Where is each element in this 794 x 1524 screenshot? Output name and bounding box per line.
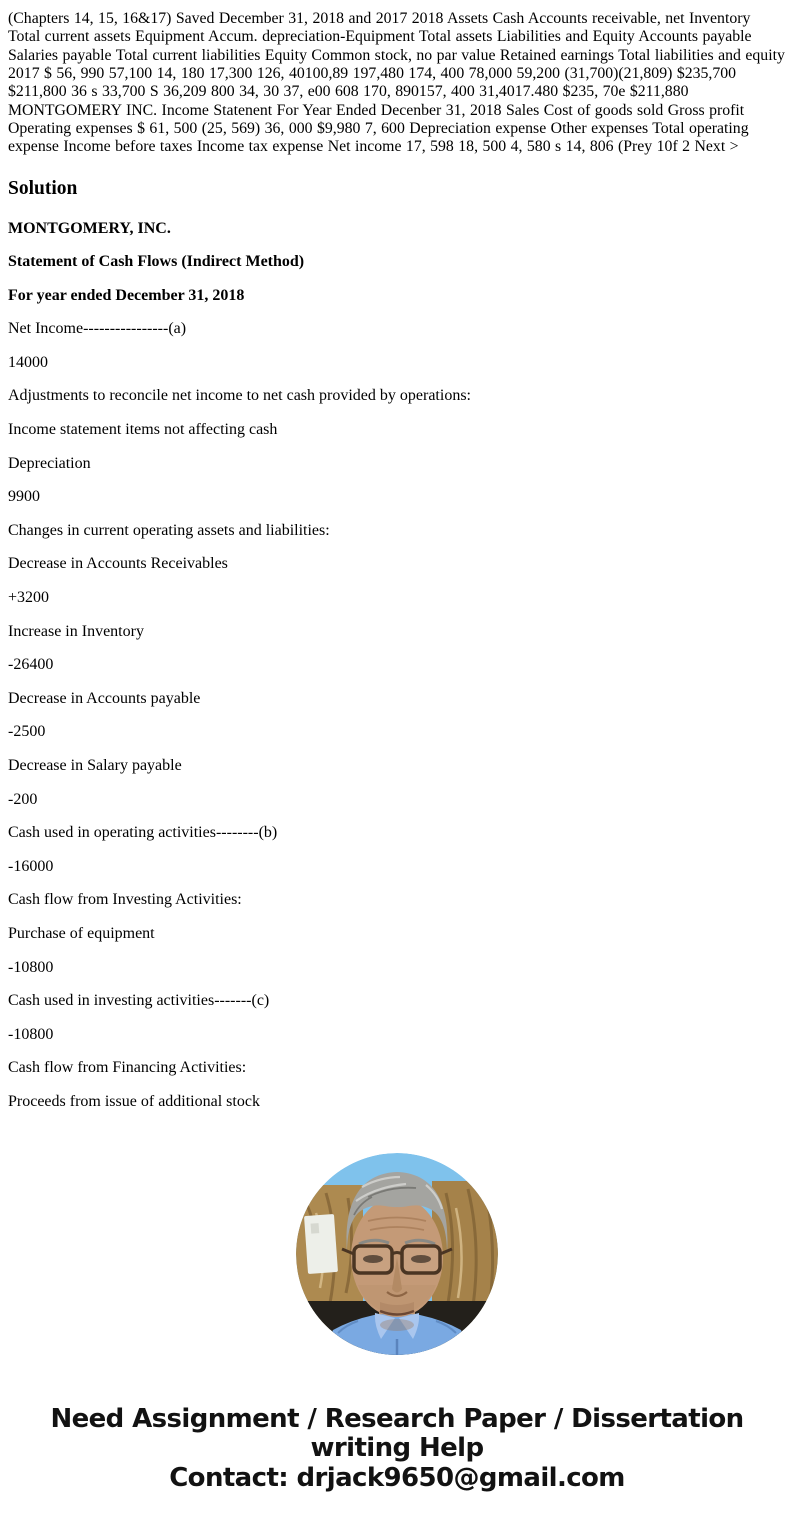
solution-line-net-income: Net Income----------------(a) bbox=[8, 320, 187, 338]
solution-line: Decrease in Accounts payable bbox=[8, 689, 201, 707]
solution-value: -10800 bbox=[8, 958, 54, 976]
solution-value: 14000 bbox=[8, 353, 48, 371]
question-text: (Chapters 14, 15, 16&17) Saved December 31, 2018 and 2017 2018 Assets Cash Accounts receivable, net Inventory Total current assets Equipment Accum. depreciation-Equipment Total assets Liabilities and Equity Accounts payable Salaries payable Total current liabilities Equity Common stock, no par value Retained earnings Total liabilities and equity 2017 $ 56, 990 57,100 14, 180 17,300 126, 40100,89 197,480 174, 400 78,000 59,200 (31,700)(21,809) $235,700 $211,800 36 s 33,700 S 36,209 800 34, 30 37, e00 608 170, 890157, 400 31,4017.480 $235, 70e $211,880 MONTGOMERY INC. Income Statenent For Year Ended Decenber 31, 2018 Sales Cost of goods sold Gross profit Operating expenses $ 61, 500 (25, 569) 36, 000 $9,980 7, 600 Depreciation expense Other expenses Total operating expense Income before taxes Income tax expense Net income 17, 598 18, 500 4, 580 s 14, 806 (Prey 10f 2 Next > bbox=[8, 10, 785, 156]
solution-line: Income statement items not affecting cash bbox=[8, 421, 278, 439]
solution-value: -26400 bbox=[8, 656, 54, 674]
footer-contact-email: Contact: drjack9650@gmail.com bbox=[169, 1463, 625, 1494]
footer-banner bbox=[27, 1405, 767, 1495]
company-name: MONTGOMERY, INC. bbox=[8, 219, 171, 237]
solution-line: Cash flow from Investing Activities: bbox=[8, 891, 242, 909]
solution-line: Decrease in Salary payable bbox=[8, 757, 182, 774]
person-photo bbox=[296, 1153, 498, 1355]
statement-title: Statement of Cash Flows (Indirect Method) bbox=[8, 253, 305, 271]
solution-value: +3200 bbox=[8, 589, 50, 607]
solution-line: Changes in current operating assets and liabilities: bbox=[8, 521, 330, 539]
solution-value: -16000 bbox=[8, 857, 54, 875]
solution-line: Cash flow from Financing Activities: bbox=[8, 1059, 247, 1077]
tutor-avatar bbox=[296, 1153, 498, 1355]
statement-period: For year ended December 31, 2018 bbox=[8, 286, 245, 304]
solution-value: -2500 bbox=[8, 723, 46, 741]
solution-line: Proceeds from issue of additional stock bbox=[8, 1092, 260, 1110]
solution-line: Adjustments to reconcile net income to net cash provided by operations: bbox=[8, 387, 471, 405]
solution-heading: Solution bbox=[8, 177, 78, 199]
solution-line: Depreciation bbox=[8, 454, 91, 472]
solution-value: 9900 bbox=[8, 488, 40, 506]
solution-value: -200 bbox=[8, 790, 38, 808]
solution-line: Purchase of equipment bbox=[8, 924, 155, 942]
solution-line: Increase in Inventory bbox=[8, 622, 144, 640]
solution-value: -10800 bbox=[8, 1025, 54, 1043]
solution-line-operating-total: Cash used in operating activities--------(b) bbox=[8, 824, 278, 842]
footer-help-text: Need Assignment / Research Paper / Dissertation writing Help bbox=[50, 1403, 744, 1464]
solution-line: Decrease in Accounts Receivables bbox=[8, 555, 228, 573]
solution-line-investing-total: Cash used in investing activities-------(c) bbox=[8, 992, 270, 1010]
